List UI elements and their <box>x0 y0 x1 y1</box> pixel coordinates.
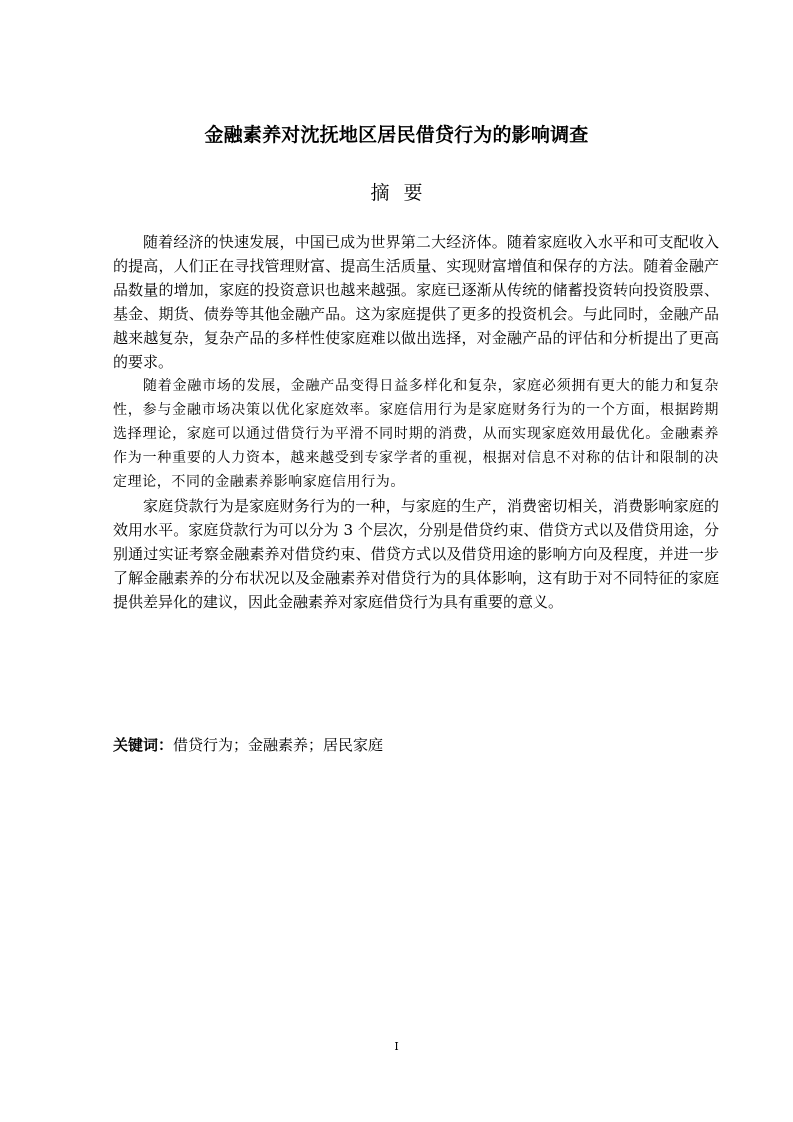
abstract-paragraph-3: 家庭贷款行为是家庭财务行为的一种，与家庭的生产，消费密切相关，消费影响家庭的效用水平。家庭贷款行为可以分为 3 个层次，分别是借贷约束、借贷方式以及借贷用途，分别通过实证考察金融素养对借贷约束、借贷方式以及借贷用途的影响方向及程度，并进一步了解金融素养的分布状况以及金融素养对借贷行为的具体影响，这有助于对不同特征的家庭提供差异化的建议，因此金融素养对家庭借贷行为具有重要的意义。 <box>113 497 719 611</box>
abstract-paragraph-1: 随着经济的快速发展，中国已成为世界第二大经济体。随着家庭收入水平和可支配收入的提高，人们正在寻找管理财富、提高生活质量、实现财富增值和保存的方法。随着金融产品数量的增加，家庭的投资意识也越来越强。家庭已逐渐从传统的储蓄投资转向投资股票、基金、期货、债券等其他金融产品。这为家庭提供了更多的投资机会。与此同时，金融产品越来越复杂，复杂产品的多样性使家庭难以做出选择，对金融产品的评估和分析提出了更高的要求。 <box>113 233 719 371</box>
keywords-line <box>113 733 383 757</box>
page-number: I <box>394 1040 399 1053</box>
abstract-paragraph-2: 随着金融市场的发展，金融产品变得日益多样化和复杂，家庭必须拥有更大的能力和复杂性，参与金融市场决策以优化家庭效率。家庭信用行为是家庭财务行为的一个方面，根据跨期选择理论，家庭可以通过借贷行为平滑不同时期的消费，从而实现家庭效用最优化。金融素养作为一种重要的人力资本，越来越受到专家学者的重视，根据对信息不对称的估计和限制的决定理论，不同的金融素养影响家庭信用行为。 <box>113 378 719 490</box>
document-title: 金融素养对沈抚地区居民借贷行为的影响调查 <box>204 124 589 146</box>
abstract-body <box>113 230 719 614</box>
keywords-label: 关键词： <box>113 736 174 754</box>
keywords-value: 借贷行为；金融素养；居民家庭 <box>173 736 384 754</box>
abstract-heading: 摘要 <box>370 182 437 204</box>
